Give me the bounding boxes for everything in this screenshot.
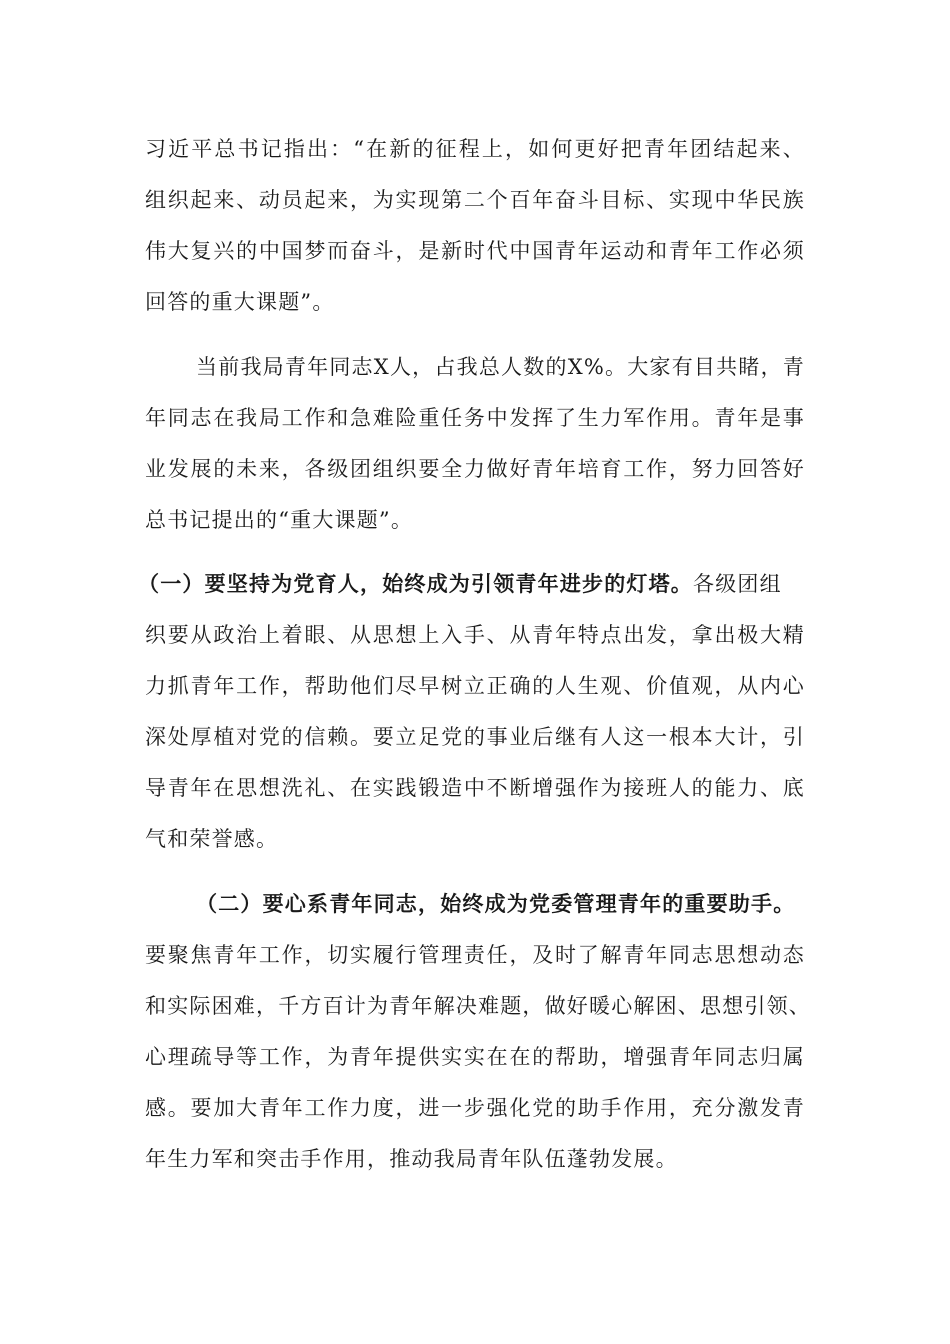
- paragraph-1-line-3: 伟大复兴的中国梦而奋斗，是新时代中国青年运动和青年工作必须: [145, 239, 805, 263]
- section-heading-2: （二）要心系青年同志，始终成为党委管理青年的重要助手。: [196, 891, 796, 916]
- section-heading-1: （一）要坚持为党育人，始终成为引领青年进步的灯塔。: [138, 571, 693, 596]
- paragraph-3-line-3: 力抓青年工作，帮助他们尽早树立正确的人生观、价值观，从内心: [145, 674, 805, 698]
- paragraph-4-line-6: 年生力军和突击手作用，推动我局青年队伍蓬勃发展。: [145, 1147, 678, 1171]
- paragraph-3-line-4: 深处厚植对党的信赖。要立足党的事业后继有人这一根本大计，引: [145, 725, 805, 749]
- paragraph-3-line-2: 织要从政治上着眼、从思想上入手、从青年特点出发，拿出极大精: [145, 623, 805, 647]
- paragraph-3-line-6: 气和荣誉感。: [145, 827, 279, 851]
- paragraph-4-line-5: 感。要加大青年工作力度，进一步强化党的助手作用，充分激发青: [145, 1096, 805, 1120]
- paragraph-3-line-1-rest: 各级团组: [693, 572, 782, 596]
- paragraph-1-line-4: 回答的重大课题”。: [145, 290, 335, 314]
- paragraph-2-line-4: 总书记提出的“重大课题”。: [145, 508, 414, 532]
- paragraph-4-line-2: 要聚焦青年工作，切实履行管理责任，及时了解青年同志思想动态: [145, 943, 805, 967]
- paragraph-4-line-3: 和实际困难，千方百计为青年解决难题，做好暖心解困、思想引领、: [145, 994, 811, 1018]
- paragraph-1-line-1: 习近平总书记指出：“在新的征程上，如何更好把青年团结起来、: [145, 137, 805, 161]
- paragraph-1-line-2: 组织起来、动员起来，为实现第二个百年奋斗目标、实现中华民族: [145, 188, 805, 212]
- paragraph-2-line-1: 当前我局青年同志X人，占我总人数的X%。大家有目共睹，青: [196, 355, 805, 379]
- paragraph-2-line-2: 年同志在我局工作和急难险重任务中发挥了生力军作用。青年是事: [145, 406, 805, 430]
- paragraph-4-line-4: 心理疏导等工作，为青年提供实实在在的帮助，增强青年同志归属: [145, 1045, 805, 1069]
- paragraph-2-line-3: 业发展的未来，各级团组织要全力做好青年培育工作，努力回答好: [145, 457, 805, 481]
- paragraph-3-line-1: [138, 571, 805, 597]
- paragraph-3-line-5: 导青年在思想洗礼、在实践锻造中不断增强作为接班人的能力、底: [145, 776, 805, 800]
